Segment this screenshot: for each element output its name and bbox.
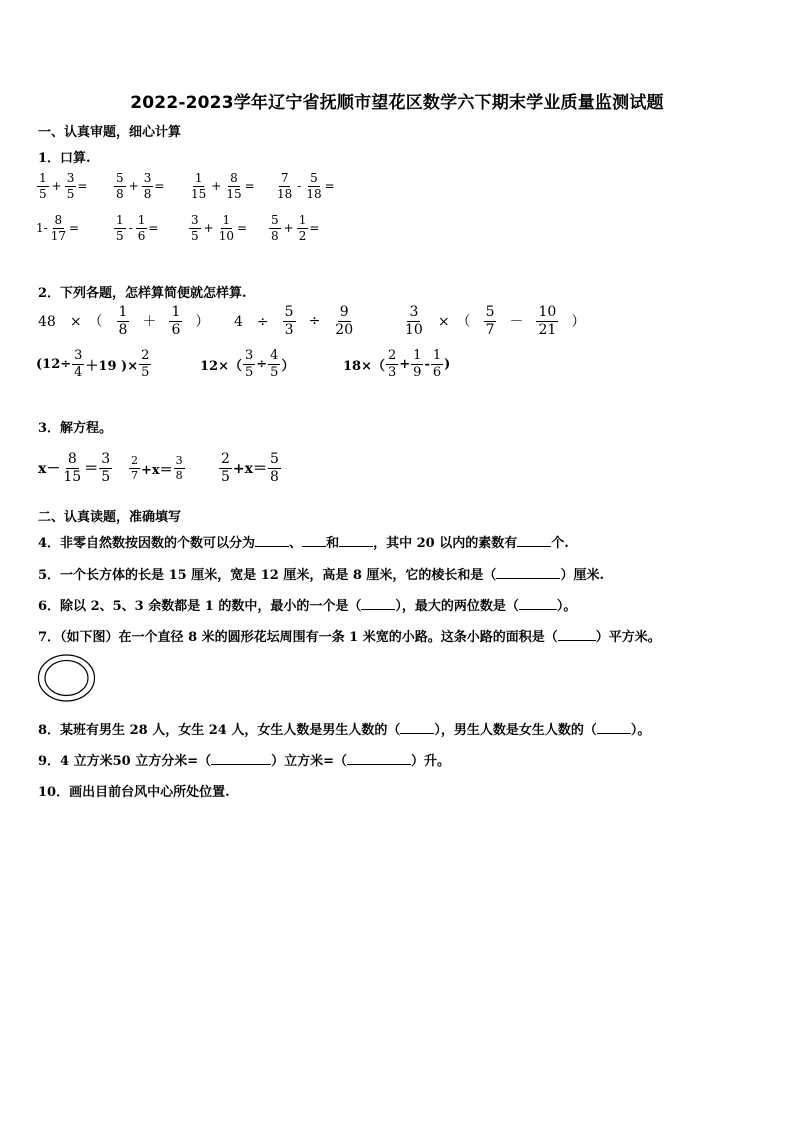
question-1-label: 1．口算. — [38, 151, 91, 166]
q4-blank-4[interactable] — [517, 534, 551, 547]
q2-expr-3: $\frac{3}{10}$ × （ $\frac{5}{7}$ － $\frac{10}{21}$ ） — [405, 304, 586, 338]
q2-expr-6: 18×（ $\frac{2}{3}$ + $\frac{1}{9}$ - $\frac{1}{6}$ ) — [343, 348, 451, 380]
question-4: 4．非零自然数按因数的个数可以分为 、 和 ，其中 20 以内的素数有 个. — [38, 536, 569, 551]
q1-item-2: $\frac{5}{8}$ + $\frac{3}{8}$ = — [116, 171, 165, 201]
section-heading-1: 一、认真审题，细心计算 — [38, 125, 182, 140]
q1-item-1: $\frac{1}{5}$ + $\frac{3}{5}$ = — [39, 171, 88, 201]
q3-equation-2: $\frac{2}{7}$ +x＝ $\frac{3}{8}$ — [131, 454, 183, 482]
question-10: 10．画出目前台风中心所处位置. — [38, 785, 230, 800]
question-8: 8．某班有男生 28 人，女生 24 人，女生人数是男生人数的（ ），男生人数是女生人数的（ ）。 — [38, 723, 651, 738]
q1-item-6: $\frac{1}{5}$ - $\frac{1}{6}$ = — [116, 213, 159, 243]
q2-expr-2: 4 ÷ $\frac{5}{3}$ ÷ $\frac{9}{20}$ — [234, 304, 354, 338]
page-title: 2022-2023学年辽宁省抚顺市望花区数学六下期末学业质量监测试题 — [130, 93, 664, 113]
q3-equation-3: $\frac{2}{5}$ +x＝ $\frac{5}{8}$ — [221, 451, 279, 485]
inner-circle — [45, 661, 88, 696]
question-5: 5．一个长方体的长是 15 厘米，宽是 12 厘米，高是 8 厘米，它的棱长和是（ ）厘米. — [38, 568, 604, 583]
q1-item-8: $\frac{5}{8}$ + $\frac{1}{2}$ = — [271, 213, 320, 243]
question-9: 9．4 立方米50 立方分米=（ ）立方米=（ ）升。 — [38, 754, 451, 769]
section-heading-2: 二、认真读题，准确填写 — [38, 510, 182, 525]
q2-expr-4: (12÷ $\frac{3}{4}$ ＋19 )× $\frac{2}{5}$ — [36, 348, 150, 380]
q1-item-3: $\frac{1}{15}$ + $\frac{8}{15}$ = — [191, 171, 255, 201]
q8-blank-2[interactable] — [597, 721, 631, 734]
q3-equation-1: x－ $\frac{8}{15}$ ＝ $\frac{3}{5}$ — [38, 451, 111, 485]
q1-item-7: $\frac{3}{5}$ + $\frac{1}{10}$ = — [191, 213, 248, 243]
q6-blank-1[interactable] — [361, 597, 395, 610]
question-7: 7．（如下图）在一个直径 8 米的圆形花坛周围有一条 1 米宽的小路。这条小路的面积是（ ）平方米。 — [38, 630, 661, 645]
q4-blank-3[interactable] — [339, 534, 373, 547]
circular-flower-bed-figure — [37, 653, 97, 703]
question-3-label: 3．解方程。 — [38, 421, 113, 436]
q6-blank-2[interactable] — [519, 597, 557, 610]
q7-blank-1[interactable] — [558, 628, 596, 641]
q4-blank-1[interactable] — [255, 534, 289, 547]
q4-blank-2[interactable] — [302, 534, 326, 547]
q1-item-5: 1- $\frac{8}{17}$ = — [36, 213, 80, 243]
q2-expr-5: 12×（ $\frac{3}{5}$ ÷ $\frac{4}{5}$ ） — [200, 348, 295, 380]
q1-item-4: $\frac{7}{18}$ - $\frac{5}{18}$ = — [277, 171, 335, 201]
q2-expr-1: 48 × （ $\frac{1}{8}$ ＋ $\frac{1}{6}$ ） — [38, 304, 210, 338]
question-6: 6．除以 2、5、3 余数都是 1 的数中，最小的一个是（ ），最大的两位数是（ ）。 — [38, 599, 577, 614]
outer-circle — [39, 655, 95, 701]
question-2-label: 2．下列各题，怎样算简便就怎样算. — [38, 286, 247, 301]
q5-blank-1[interactable] — [496, 566, 560, 579]
q9-blank-1[interactable] — [211, 752, 271, 765]
q8-blank-1[interactable] — [400, 721, 434, 734]
q9-blank-2[interactable] — [347, 752, 411, 765]
